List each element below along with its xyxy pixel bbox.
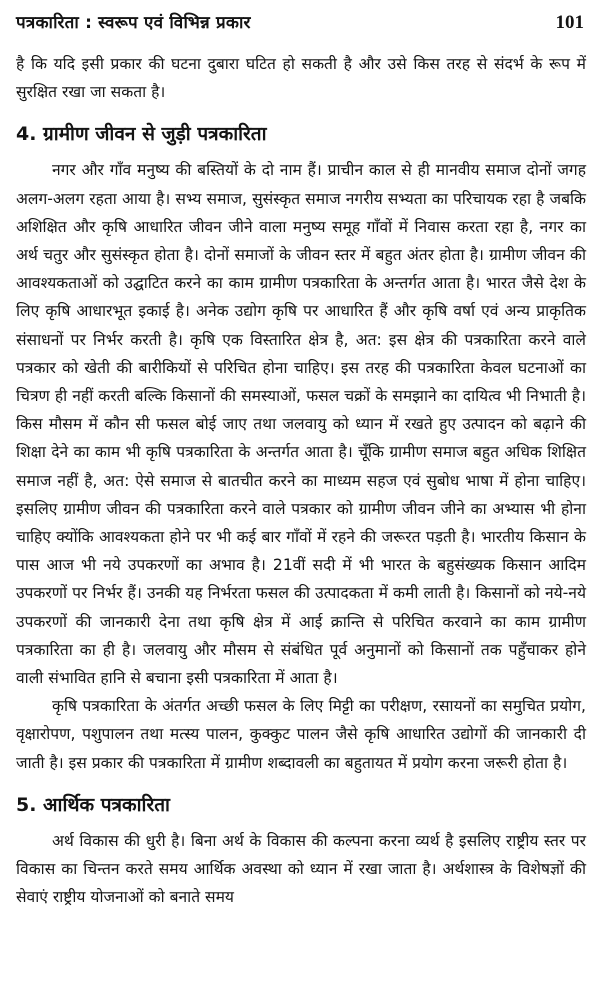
section-heading-rural-journalism: 4. ग्रामीण जीवन से जुड़ी पत्रकारिता xyxy=(16,123,267,146)
rural-journalism-paragraph-1: नगर और गाँव मनुष्य की बस्तियों के दो नाम हैं। प्राचीन काल से ही मानवीय समाज दोनों जगह अलग-अलग रहता आया है। सभ्य समाज, सुसंस्कृत समाज नगरीय सभ्यता का परिचायक रहा है जबकि अशिक्षित और कृषि आधारित जीवन जीने वाला मनुष्य समूह गाँवों में निवास करता रहा है, नगर का अर्थ चतुर और सुसंस्कृत होता है। दोनों समाजों के जीवन स्तर में बहुत अंतर होता है। ग्रामीण जीवन की आवश्यकताओं को उद्घाटित करने का काम ग्रामीण पत्रकारिता के अन्तर्गत आता है। भारत जैसे देश के लिए कृषि आधारभूत इकाई है। अनेक उद्योग कृषि पर आधारित हैं और कृषि वर्षा एवं अन्य प्राकृतिक संसाधनों पर निर्भर करती है। कृषि एक विस्तारित क्षेत्र है, अत: इस क्षेत्र की पत्रकारिता करने वाले पत्रकार को खेती की बारीकियों से परिचित होना चाहिए। इस तरह की पत्रकारिता केवल घटनाओं का चित्रण ही नहीं करती बल्कि किसानों की समस्याओं, फसल चक्रों के समझाने का दायित्व भी निभाती है। किस मौसम में कौन सी फसल बोई जाए तथा जलवायु को ध्यान में रखते हुए उत्पादन को बढ़ाने की शिक्षा देने का काम भी कृषि पत्रकारिता के अन्तर्गत आता है। चूँकि ग्रामीण समाज बहुत अधिक शिक्षित समाज नहीं है, अत: ऐसे समाज से बातचीत करने का माध्यम सहज एवं सुबोध भाषा में होना चाहिए। इसलिए ग्रामीण जीवन की पत्रकारिता करने वाले पत्रकार को ग्रामीण जीवन जीने का अभ्यास भी होना चाहिए क्योंकि आवश्यकता होने पर भी कई बार गाँवों में रहने की जरूरत पड़ती है। भारतीय किसान के पास आज भी नये उपकरणों का अभाव है। 21वीं सदी में भी भारत के बहुसंख्यक किसान आदिम उपकरणों पर निर्भर हैं। उनकी यह निर्भरता फसल की उत्पादकता में कमी लाती है। किसानों को नये-नये उपकरणों की जानकारी देना तथा कृषि क्षेत्र में आई क्रान्ति से परिचित करवाने का काम ग्रामीण पत्रकारिता का ही है। जलवायु और मौसम से संबंधित पूर्व अनुमानों को किसानों तक पहुँचाकर होने वाली संभावित हानि से बचाना इसी पत्रकारिता में आता है। xyxy=(16,161,586,688)
economic-journalism-paragraph-1: अर्थ विकास की धुरी है। बिना अर्थ के विकास की कल्पना करना व्यर्थ है इसलिए राष्ट्रीय स्तर पर विकास का चिन्तन करते समय आर्थिक अवस्था को ध्यान में रखा जाता है। अर्थशास्त्र के विशेषज्ञों की सेवाएं राष्ट्रीय योजनाओं को बनाते समय xyxy=(16,831,586,907)
running-title: पत्रकारिता : स्वरूप एवं विभिन्न प्रकार xyxy=(16,13,251,33)
rural-journalism-paragraph-2: कृषि पत्रकारिता के अंतर्गत अच्छी फसल के लिए मिट्टी का परीक्षण, रसायनों का समुचित प्रयोग, वृक्षारोपण, पशुपालन तथा मत्स्य पालन, कुक्कुट पालन जैसे कृषि आधारित उद्योगों की जानकारी दी जाती है। इस प्रकार की पत्रकारिता में ग्रामीण शब्दावली का बहुतायत में प्रयोग करना जरूरी होता है। xyxy=(16,697,586,772)
page-number: 101 xyxy=(555,12,584,33)
intro-paragraph: है कि यदि इसी प्रकार की घटना दुबारा घटित हो सकती है और उसे किस तरह से संदर्भ के रूप में सुरक्षित रखा जा सकता है। xyxy=(16,55,586,102)
section-heading-economic-journalism: 5. आर्थिक पत्रकारिता xyxy=(16,793,170,816)
page-header xyxy=(16,10,586,50)
